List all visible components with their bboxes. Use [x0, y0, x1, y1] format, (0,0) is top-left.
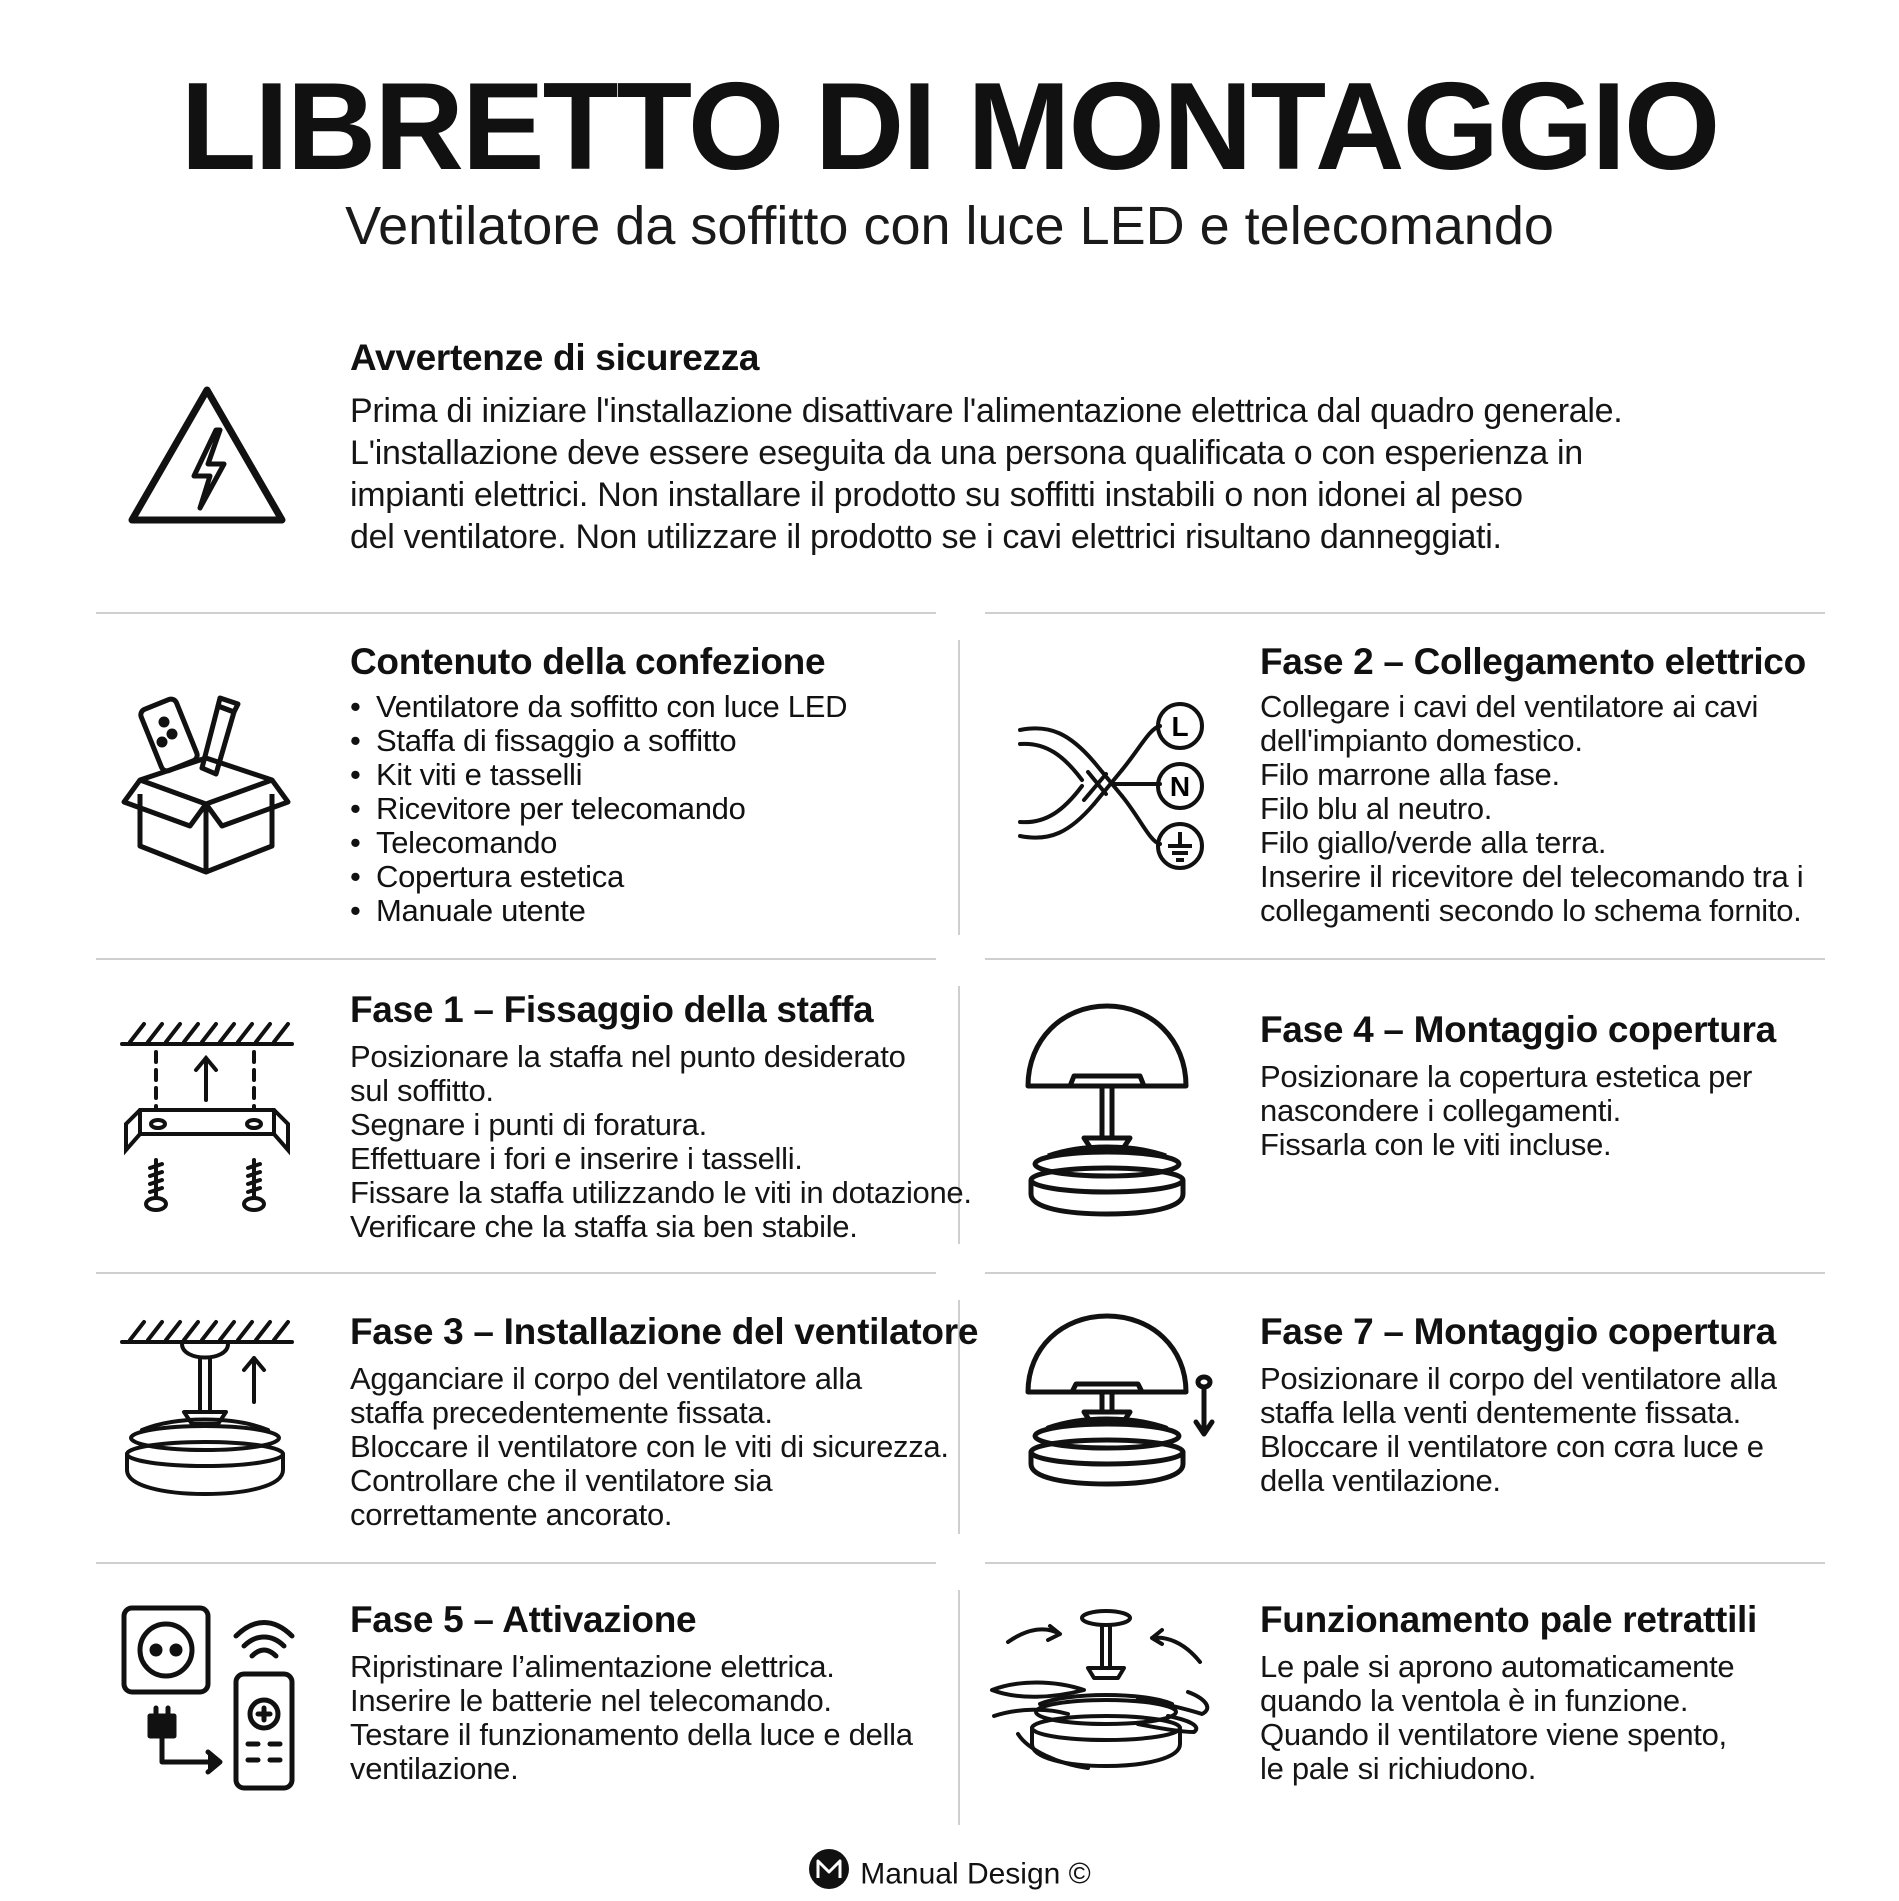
step5-line: Testare il funzionamento della luce e della	[350, 1717, 913, 1752]
step3-heading: Fase 3 – Installazione del ventilatore	[350, 1311, 979, 1352]
divider	[985, 1272, 1825, 1274]
step2-line: dell'impianto domestico.	[1260, 723, 1583, 758]
step7-line: Bloccare il ventilatore con cσra luce e	[1260, 1429, 1764, 1464]
fan-hanging-icon	[120, 1318, 296, 1502]
list-item: • Ricevitore per telecomando	[350, 792, 847, 826]
divider	[985, 612, 1825, 614]
step5-line: ventilazione.	[350, 1751, 519, 1786]
step3-text	[350, 1362, 949, 1532]
package-heading: Contenuto della confezione	[350, 641, 826, 682]
package-list	[350, 690, 847, 928]
retract-line: Quando il ventilatore viene spento,	[1260, 1717, 1727, 1752]
step1-line: Segnare i punti di foratura.	[350, 1107, 707, 1142]
step1-line: Effettuare i fori e inserire i tasselli.	[350, 1141, 803, 1176]
footer-brand: Manual Design ©	[860, 1857, 1091, 1891]
step4-text	[1260, 1060, 1752, 1162]
step3-line: Bloccare il ventilatore con le viti di sicurezza.	[350, 1429, 949, 1464]
step7-line: della ventilazione.	[1260, 1463, 1501, 1498]
wiring-icon	[1010, 700, 1210, 876]
list-item: • Staffa di fissaggio a soffitto	[350, 724, 847, 758]
step5-line: Inserire le batterie nel telecomando.	[350, 1683, 832, 1718]
step1-heading: Fase 1 – Fissaggio della staffa	[350, 989, 874, 1030]
footer	[0, 1848, 1899, 1901]
retract-line: quando la ventola è in funzione.	[1260, 1683, 1689, 1718]
retract-line: Le pale si aprono automaticamente	[1260, 1649, 1735, 1684]
step2-text	[1260, 690, 1803, 928]
retractable-blades-icon	[988, 1608, 1218, 1784]
step4-line: nascondere i collegamenti.	[1260, 1093, 1621, 1128]
step1-text	[350, 1040, 972, 1244]
step7-text	[1260, 1362, 1777, 1498]
safety-text	[350, 390, 1622, 558]
step7-line: staffa lella venti dentemente fissata.	[1260, 1395, 1741, 1430]
step2-heading: Fase 2 – Collegamento elettrico	[1260, 641, 1806, 682]
retract-line: le pale si richiudono.	[1260, 1751, 1537, 1786]
md-logo-icon	[808, 1848, 850, 1901]
list-item: • Telecomando	[350, 826, 847, 860]
step1-line: Posizionare la staffa nel punto desiderato	[350, 1039, 906, 1074]
retract-text	[1260, 1650, 1734, 1786]
divider	[96, 958, 936, 960]
column-divider	[958, 1590, 960, 1825]
column-divider	[958, 640, 960, 935]
safety-line: Prima di iniziare l'installazione disattivare l'alimentazione elettrica dal quadro generale.	[350, 392, 1623, 430]
step2-line: Inserire il ricevitore del telecomando tra i	[1260, 859, 1804, 894]
list-item: • Manuale utente	[350, 894, 847, 928]
list-item: • Kit viti e tasselli	[350, 758, 847, 792]
list-item: • Ventilatore da soffitto con luce LED	[350, 690, 847, 724]
step1-line: sul soffitto.	[350, 1073, 494, 1108]
page-title: LIBRETTO DI MONTAGGIO	[180, 58, 1719, 196]
step5-heading: Fase 5 – Attivazione	[350, 1599, 697, 1640]
step7-heading: Fase 7 – Montaggio copertura	[1260, 1311, 1776, 1352]
divider	[96, 1272, 936, 1274]
bracket-mounting-icon	[120, 1020, 296, 1220]
step7-line: Posizionare il corpo del ventilatore alla	[1260, 1361, 1777, 1396]
step1-line: Verificare che la staffa sia ben stabile.	[350, 1209, 858, 1244]
divider	[96, 612, 936, 614]
step3-line: correttamente ancorato.	[350, 1497, 673, 1532]
open-box-icon	[120, 694, 292, 876]
safety-heading: Avvertenze di sicurezza	[350, 337, 760, 378]
safety-line: impianti elettrici. Non installare il prodotto su soffitti instabili o non idonei al peso	[350, 476, 1523, 514]
socket-remote-icon	[120, 1604, 300, 1794]
step4-heading: Fase 4 – Montaggio copertura	[1260, 1009, 1776, 1050]
page-subtitle: Ventilatore da soffitto con luce LED e telecomando	[345, 196, 1554, 256]
wire-label-l: L	[1171, 711, 1189, 742]
step4-line: Posizionare la copertura estetica per	[1260, 1059, 1753, 1094]
step4-line: Fissarla con le viti incluse.	[1260, 1127, 1612, 1162]
divider	[985, 958, 1825, 960]
safety-line: del ventilatore. Non utilizzare il prodotto se i cavi elettrici risultano danneggiati.	[350, 518, 1502, 556]
step5-text	[350, 1650, 913, 1786]
fan-cover-screw-icon	[1022, 1310, 1222, 1490]
wire-label-n: N	[1169, 771, 1191, 802]
divider	[96, 1562, 936, 1564]
step2-line: Filo blu al neutro.	[1260, 791, 1493, 826]
step2-line: Filo giallo/verde alla terra.	[1260, 825, 1607, 860]
step2-line: Filo marrone alla fase.	[1260, 757, 1560, 792]
step2-line: Collegare i cavi del ventilatore ai cavi	[1260, 689, 1759, 724]
high-voltage-warning-icon	[124, 382, 290, 530]
safety-line: L'installazione deve essere eseguita da una persona qualificata o con esperienza in	[350, 434, 1583, 472]
divider	[985, 1562, 1825, 1564]
step2-line: collegamenti secondo lo schema fornito.	[1260, 893, 1802, 928]
retract-heading: Funzionamento pale retrattili	[1260, 1599, 1758, 1640]
step3-line: staffa precedentemente fissata.	[350, 1395, 773, 1430]
fan-cover-icon	[1022, 1000, 1192, 1218]
step3-line: Controllare che il ventilatore sia	[350, 1463, 773, 1498]
step5-line: Ripristinare l’alimentazione elettrica.	[350, 1649, 835, 1684]
step1-line: Fissare la staffa utilizzando le viti in dotazione.	[350, 1175, 972, 1210]
step3-line: Agganciare il corpo del ventilatore alla	[350, 1361, 862, 1396]
list-item: • Copertura estetica	[350, 860, 847, 894]
